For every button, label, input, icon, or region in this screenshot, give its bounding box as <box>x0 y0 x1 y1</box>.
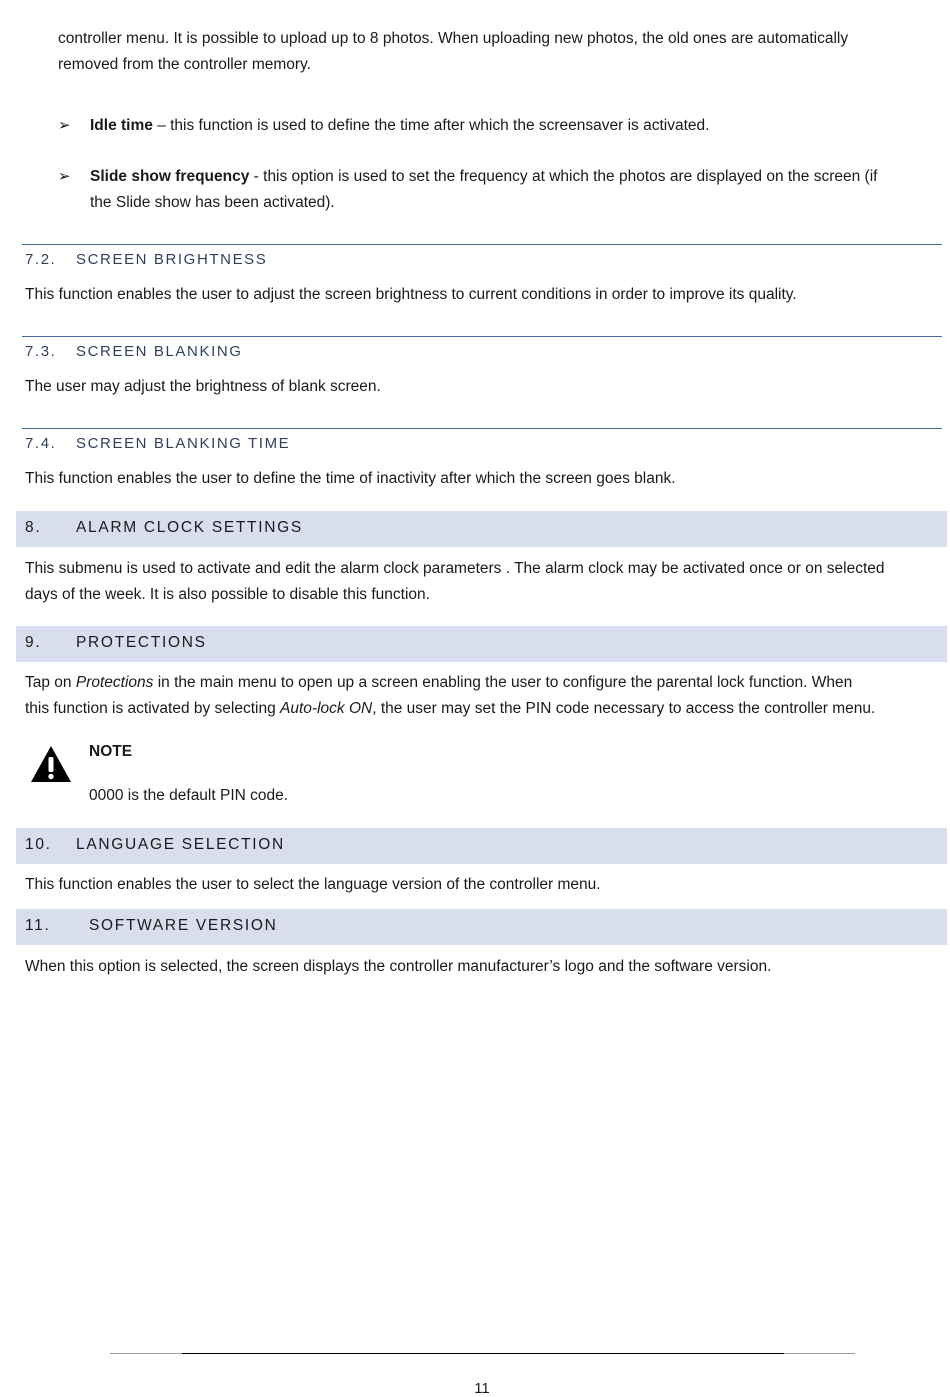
section-heading-8 <box>16 511 947 547</box>
section-heading-text <box>25 836 285 854</box>
bullet-arrow-icon: ➢ <box>58 117 71 134</box>
section-title: SCREEN BLANKING <box>76 343 243 360</box>
section-heading-7-3 <box>25 343 243 360</box>
text-run: , the user may set the PIN code necessary to access the controller menu. <box>372 700 876 717</box>
section-number: 10. <box>25 836 52 853</box>
section-7-2-body: This function enables the user to adjust the screen brightness to current conditions in order to improve its quality. <box>25 286 797 303</box>
section-divider <box>22 244 942 245</box>
note-body: 0000 is the default PIN code. <box>89 787 289 804</box>
section-title: SOFTWARE VERSION <box>89 917 278 934</box>
section-heading-text <box>25 634 207 652</box>
section-11-body: When this option is selected, the screen displays the controller manufacturer’s logo and the software version. <box>25 958 772 975</box>
section-8-body-line-2: days of the week. It is also possible to disable this function. <box>25 586 430 603</box>
page-number: 11 <box>474 1380 490 1397</box>
bullet-description: - this option is used to set the frequency at which the photos are displayed on the screen (if <box>249 168 878 185</box>
footer-rule-accent <box>182 1353 784 1354</box>
section-number: 9. <box>25 634 42 651</box>
section-title: LANGUAGE SELECTION <box>76 836 285 853</box>
bullet-slide-show-frequency <box>90 164 939 190</box>
bullet-slide-show-line-2: the Slide show has been activated). <box>90 194 335 211</box>
section-number: 8. <box>25 519 42 536</box>
bullet-arrow-icon: ➢ <box>58 168 71 185</box>
text-run: in the main menu to open up a screen enabling the user to configure the parental lock function. When <box>153 674 853 691</box>
section-9-body-line-2 <box>25 696 875 722</box>
section-title: SCREEN BLANKING TIME <box>76 435 291 452</box>
section-heading-9 <box>16 626 947 662</box>
section-heading-7-4 <box>25 435 290 452</box>
section-title: ALARM CLOCK SETTINGS <box>76 519 303 536</box>
text-run: this function is activated by selecting <box>25 700 281 717</box>
section-number: 7.2. <box>25 251 57 268</box>
section-heading-11 <box>16 909 947 945</box>
section-title: PROTECTIONS <box>76 634 207 651</box>
bullet-term: Idle time <box>90 117 153 134</box>
section-8-body-line-1: This submenu is used to activate and edit the alarm clock parameters . The alarm clock may be activated once or on selected <box>25 560 885 577</box>
bullet-idle-time <box>90 113 709 139</box>
section-number: 11. <box>25 917 51 934</box>
text-run: Tap on <box>25 674 76 691</box>
section-divider <box>22 428 942 429</box>
intro-line-1: controller menu. It is possible to upload up to 8 photos. When uploading new photos, the old ones are automatically <box>58 30 849 47</box>
section-number: 7.4. <box>25 435 57 452</box>
section-divider <box>22 336 942 337</box>
section-10-body: This function enables the user to select the language version of the controller menu. <box>25 876 601 893</box>
section-7-4-body: This function enables the user to define the time of inactivity after which the screen goes blank. <box>25 470 676 487</box>
emphasis-protections: Protections <box>75 674 154 691</box>
warning-triangle-icon <box>29 744 73 784</box>
section-number: 7.3. <box>25 343 57 360</box>
note-title: NOTE <box>89 743 133 760</box>
section-heading-text <box>25 917 278 935</box>
section-7-3-body: The user may adjust the brightness of blank screen. <box>25 378 381 395</box>
bullet-term: Slide show frequency <box>90 168 250 185</box>
intro-line-2: removed from the controller memory. <box>58 56 311 73</box>
section-title: SCREEN BRIGHTNESS <box>76 251 268 268</box>
section-heading-10 <box>16 828 947 864</box>
section-heading-7-2 <box>25 251 267 268</box>
section-heading-text <box>25 519 303 537</box>
bullet-description: – this function is used to define the time after which the screensaver is activated. <box>152 117 710 134</box>
emphasis-auto-lock: Auto-lock ON <box>280 700 373 717</box>
section-9-body-line-1 <box>25 670 939 696</box>
